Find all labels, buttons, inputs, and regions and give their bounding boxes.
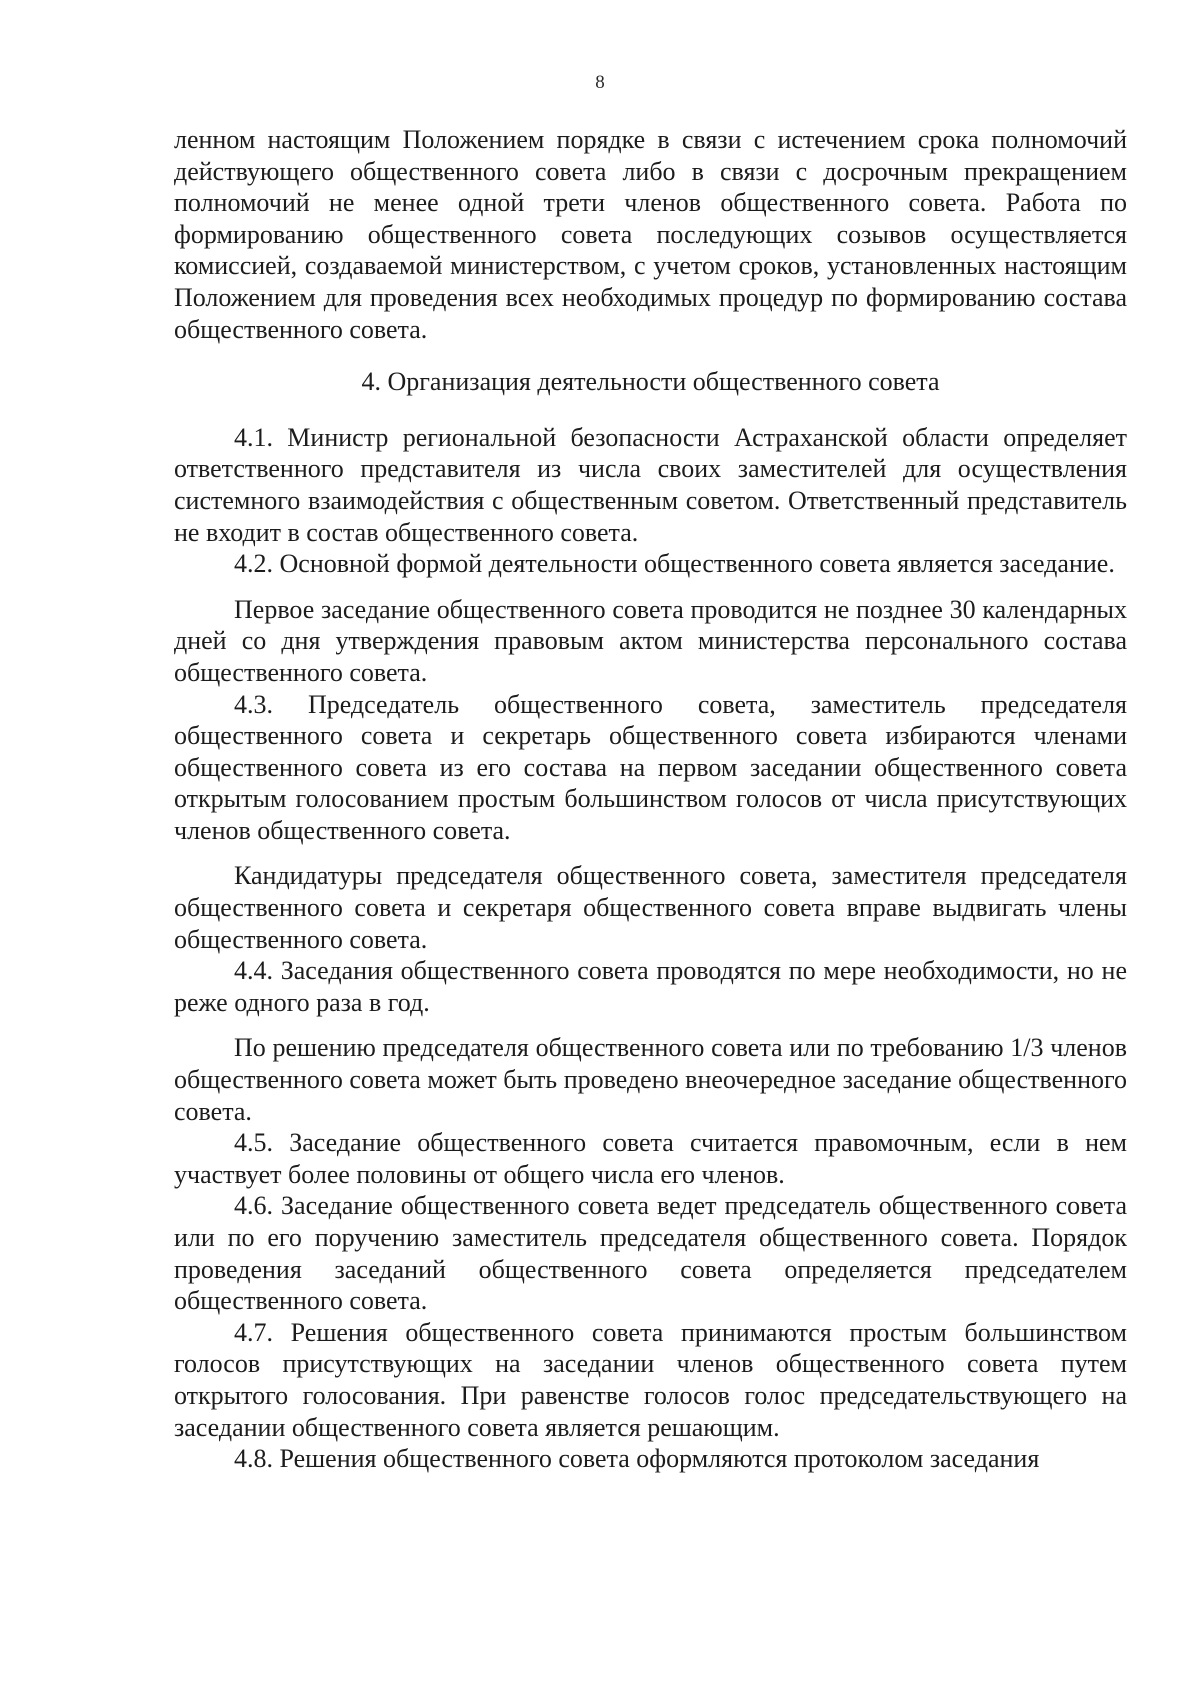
section-heading: 4. Организация деятельности общественного совета (361, 367, 940, 397)
paragraph-candidates: Кандидатуры председателя общественного совета, заместителя председателя общественного совета и секретаря общественного совета вправе выдвигать члены общественного совета. (174, 861, 1127, 954)
paragraph-4-6: 4.6. Заседание общественного совета ведет председатель общественного совета или по его поручению заместитель председателя общественного совета. Порядок проведения заседаний общественного совета определяется председателем общественного совета. (174, 1191, 1127, 1316)
paragraph-extraordinary-meeting: По решению председателя общественного совета или по требованию 1/3 членов общественного совета может быть проведено внеочередное заседание общественного совета. (174, 1033, 1127, 1126)
paragraph-4-5: 4.5. Заседание общественного совета считается правомочным, если в нем участвует более половины от общего числа его членов. (174, 1128, 1127, 1189)
paragraph-4-1: 4.1. Министр региональной безопасности Астраханской области определяет ответственного представителя из числа своих заместителей для осуществления системного взаимодействия с общественным советом. Ответственный представитель не входит в состав общественного совета. (174, 422, 1127, 547)
paragraph-4-7: 4.7. Решения общественного совета принимаются простым большинством голосов присутствующих на заседании членов общественного совета путем открытого голосования. При равенстве голосов голос председательствующего на заседании общественного совета является решающим. (174, 1317, 1127, 1442)
paragraph-4-8: 4.8. Решения общественного совета оформляются протоколом заседания (234, 1444, 1040, 1474)
paragraph-first-meeting: Первое заседание общественного совета проводится не позднее 30 календарных дней со дня утверждения правовым актом министерства персонального состава общественного совета. (174, 594, 1127, 687)
document-body (174, 124, 1127, 1475)
paragraph-4-2: 4.2. Основной формой деятельности общественного совета является заседание. (234, 549, 1115, 579)
paragraph-4-4: 4.4. Заседания общественного совета проводятся по мере необходимости, но не реже одного раза в год. (174, 956, 1127, 1017)
paragraph-4-3: 4.3. Председатель общественного совета, заместитель председателя общественного совета и секретарь общественного совета избираются членами общественного совета из его состава на первом заседании общественного совета открытым голосованием простым большинством голосов от числа присутствующих членов общественного совета. (174, 689, 1127, 845)
page-number: 8 (595, 72, 605, 93)
intro-paragraph: ленном настоящим Положением порядке в связи с истечением срока полномочий действующего общественного совета либо в связи с досрочным прекращением полномочий не менее одной трети членов общественного совета. Работа по формированию общественного совета последующих созывов осуществляется комиссией, создаваемой министерством, с учетом сроков, установленных настоящим Положением для проведения всех необходимых процедур по формированию состава общественного совета. (174, 125, 1127, 344)
